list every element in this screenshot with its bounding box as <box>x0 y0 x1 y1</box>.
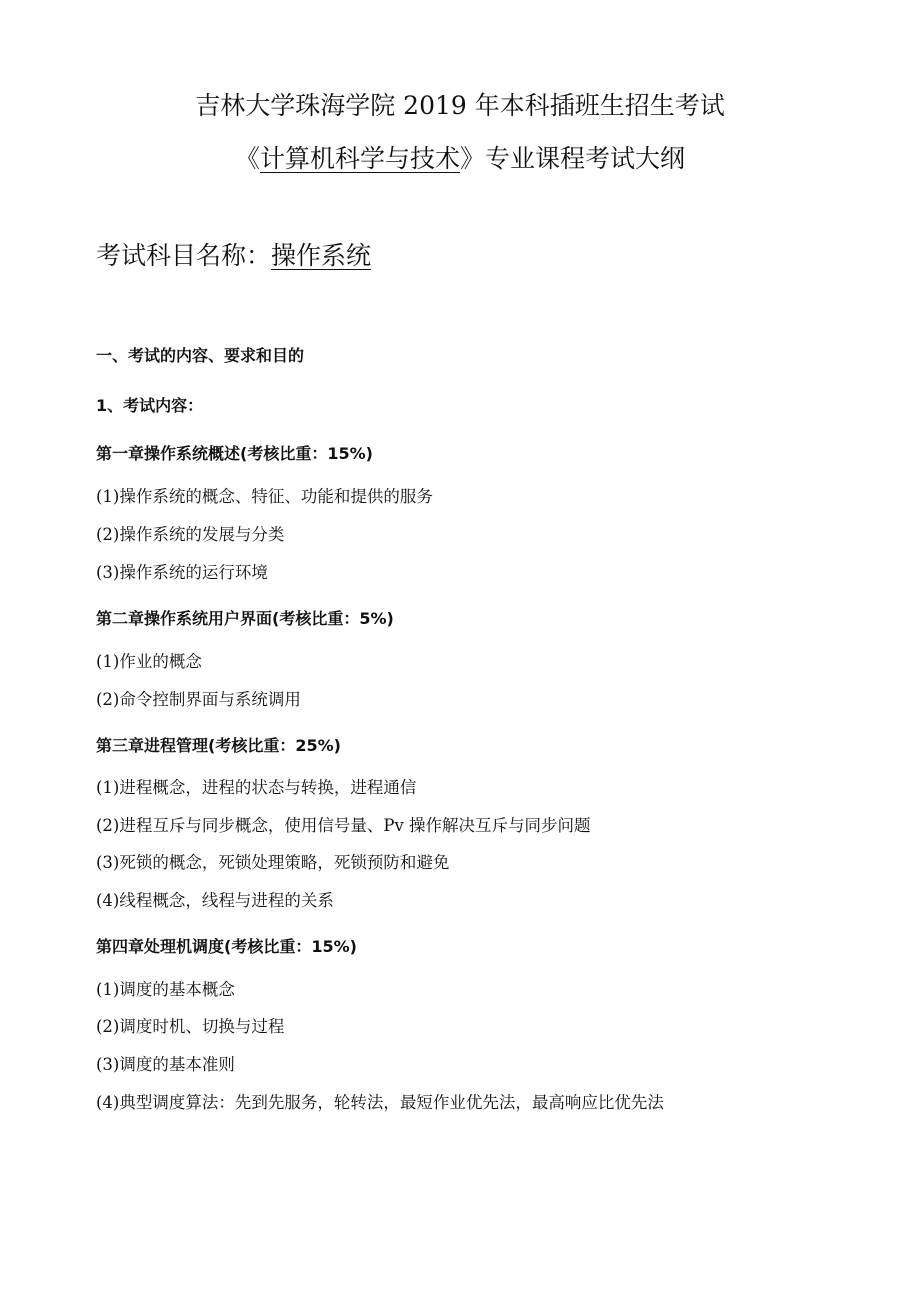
chapter-item: (2)调度时机、切换与过程 <box>96 1017 285 1036</box>
title-suffix: 》专业课程考试大纲 <box>460 144 686 173</box>
major-name: 计算机科学与技术 <box>259 144 460 173</box>
chapter-item: (2)命令控制界面与系统调用 <box>96 690 301 709</box>
section-subheading: 1、考试内容： <box>96 396 204 415</box>
document-title-line2 <box>0 143 920 175</box>
chapter-title: 第一章操作系统概述(考核比重：15%) <box>96 444 373 463</box>
exam-subject-label: 考试科目名称： <box>96 241 272 270</box>
chapter-item: (2)进程互斥与同步概念，使用信号量、Pv 操作解决互斥与同步问题 <box>96 816 591 835</box>
chapter-item: (4)典型调度算法：先到先服务，轮转法，最短作业优先法，最高响应比优先法 <box>96 1093 664 1112</box>
document-title-line1: 吉林大学珠海学院 2019 年本科插班生招生考试 <box>195 91 725 120</box>
chapter-item: (1)调度的基本概念 <box>96 980 235 999</box>
exam-subject-name: 操作系统 <box>271 241 372 270</box>
chapter-item: (4)线程概念，线程与进程的关系 <box>96 891 334 910</box>
chapter-title: 第三章进程管理(考核比重：25%) <box>96 736 341 755</box>
exam-subject <box>96 240 371 272</box>
section-heading: 一、考试的内容、要求和目的 <box>96 346 305 365</box>
chapter-item: (2)操作系统的发展与分类 <box>96 525 285 544</box>
chapter-item: (3)死锁的概念，死锁处理策略，死锁预防和避免 <box>96 853 450 872</box>
chapter-title: 第二章操作系统用户界面(考核比重：5%) <box>96 609 394 628</box>
chapter-item: (1)作业的概念 <box>96 652 202 671</box>
chapter-title: 第四章处理机调度(考核比重：15%) <box>96 937 357 956</box>
chapter-item: (1)操作系统的概念、特征、功能和提供的服务 <box>96 487 433 506</box>
chapter-item: (3)调度的基本准则 <box>96 1055 235 1074</box>
title-bracket-open: 《 <box>234 144 260 173</box>
chapter-item: (3)操作系统的运行环境 <box>96 563 268 582</box>
chapter-item: (1)进程概念，进程的状态与转换，进程通信 <box>96 778 417 797</box>
